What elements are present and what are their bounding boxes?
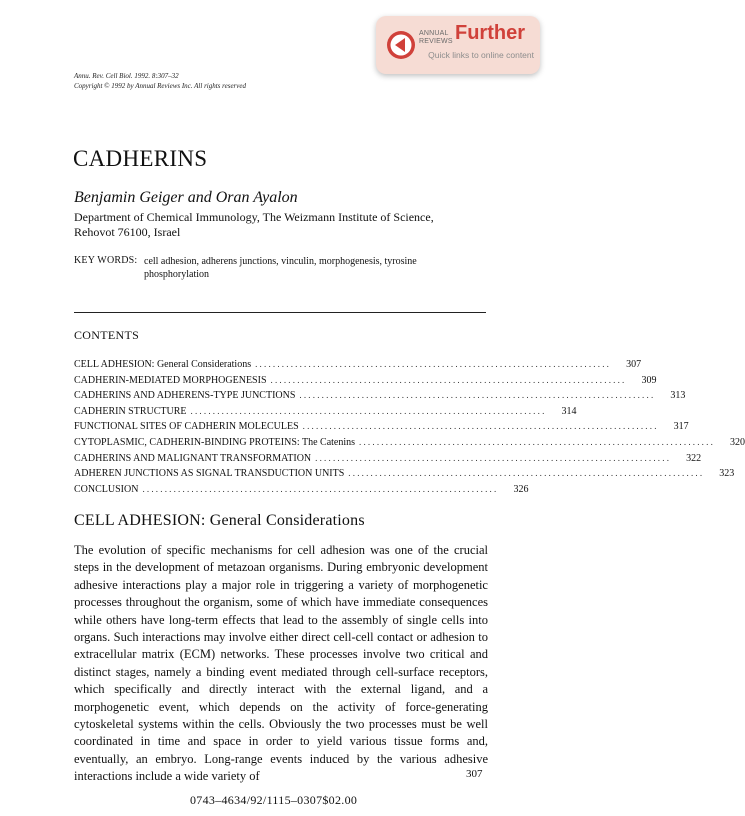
toc-entry[interactable] (74, 405, 577, 422)
toc-entry[interactable] (74, 374, 657, 391)
further-arrow-icon (386, 30, 416, 60)
toc-leader-dots: ................................................................................ (302, 421, 659, 432)
toc-entry-label: CONCLUSION (74, 483, 139, 495)
toc-entry-page: 317 (673, 421, 689, 433)
toc-entry-label: FUNCTIONAL SITES OF CADHERIN MOLECULES (74, 421, 299, 433)
table-of-contents (74, 359, 745, 499)
toc-leader-dots: ................................................................................ (359, 436, 716, 447)
badge-annual-label: ANNUAL (419, 30, 449, 37)
toc-leader-dots: ................................................................................ (315, 452, 672, 463)
page-number: 307 (466, 768, 483, 780)
toc-entry[interactable] (74, 483, 529, 500)
toc-entry[interactable] (74, 452, 702, 469)
toc-entry-label: CADHERINS AND MALIGNANT TRANSFORMATION (74, 452, 312, 464)
toc-entry-page: 320 (730, 436, 745, 448)
toc-entry-label: CADHERINS AND ADHERENS-TYPE JUNCTIONS (74, 390, 296, 402)
toc-entry[interactable] (74, 436, 745, 453)
toc-entry-label: CADHERIN STRUCTURE (74, 405, 187, 417)
toc-entry[interactable] (74, 390, 686, 406)
toc-leader-dots: ................................................................................ (270, 374, 627, 385)
citation-line: Annu. Rev. Cell Biol. 1992. 8:307–32 (74, 72, 179, 80)
badge-subtitle: Quick links to online content (428, 50, 534, 60)
authors: Benjamin Geiger and Oran Ayalon (74, 189, 298, 206)
toc-entry-label: CELL ADHESION: General Considerations (74, 359, 252, 370)
affiliation-line-1: Department of Chemical Immunology, The Weizmann Institute of Science, (74, 210, 434, 224)
keywords-label: KEY WORDS: (74, 255, 138, 266)
toc-entry-page: 307 (626, 359, 642, 370)
further-badge[interactable] (376, 16, 540, 74)
divider-rule (74, 312, 486, 313)
toc-leader-dots: ................................................................................ (190, 405, 547, 416)
section-heading: CELL ADHESION: General Considerations (74, 512, 365, 529)
footer-code: 0743–4634/92/1115–0307$02.00 (190, 793, 358, 807)
toc-entry[interactable] (74, 468, 735, 484)
toc-entry-page: 313 (670, 390, 686, 402)
keywords-text: cell adhesion, adherens junctions, vinculin, morphogenesis, tyrosine phosphorylation (144, 256, 417, 280)
badge-reviews-label: REVIEWS (419, 38, 453, 45)
toc-entry-page: 309 (641, 374, 657, 386)
toc-leader-dots: ................................................................................ (255, 359, 612, 369)
badge-further-label: Further (455, 22, 525, 44)
affiliation-line-2: Rehovot 76100, Israel (74, 225, 181, 239)
toc-leader-dots: ................................................................................ (142, 483, 499, 494)
toc-entry-page: 326 (513, 483, 529, 495)
toc-entry-page: 322 (686, 452, 702, 464)
toc-entry[interactable] (74, 359, 642, 375)
contents-heading: CONTENTS (74, 328, 140, 342)
toc-entry[interactable] (74, 421, 689, 437)
toc-leader-dots: ................................................................................ (348, 468, 705, 479)
toc-entry-label: CYTOPLASMIC, CADHERIN-BINDING PROTEINS: The Catenins (74, 436, 356, 448)
toc-entry-page: 323 (719, 468, 735, 480)
article-title: CADHERINS (73, 146, 208, 171)
copyright-line: Copyright © 1992 by Annual Reviews Inc. All rights reserved (74, 82, 246, 90)
toc-entry-page: 314 (561, 405, 577, 417)
section-body-paragraph: The evolution of specific mechanisms for cell adhesion was one of the crucial steps in the development of metazoan organisms. During embryonic development adhesive interactions play a major role in triggering a variety of morphogenetic processes throughout the organism, some of which have immediate consequences while others have long-term effects that lead to the assembly of single cells into organs. Such interactions may involve either direct cell-cell contact or adhesion to extracellular matrix (ECM) networks. These processes involve two critical and distinct stages, namely a binding event mediated through cell-surface receptors, which specifically and directly interact with the external ligand, and a morphogenetic event, which depends on the activity of force-generating cytoskeletal systems within the cells. Obviously the two processes must be well coordinated in time and space in order to yield various tissue forms and, eventually, an embryo. Long-range events induced by the various adhesive interactions include a wide variety of (74, 543, 488, 784)
toc-entry-label: CADHERIN-MEDIATED MORPHOGENESIS (74, 374, 267, 386)
toc-leader-dots: ................................................................................ (299, 390, 656, 401)
toc-entry-label: ADHEREN JUNCTIONS AS SIGNAL TRANSDUCTION UNITS (74, 468, 345, 480)
